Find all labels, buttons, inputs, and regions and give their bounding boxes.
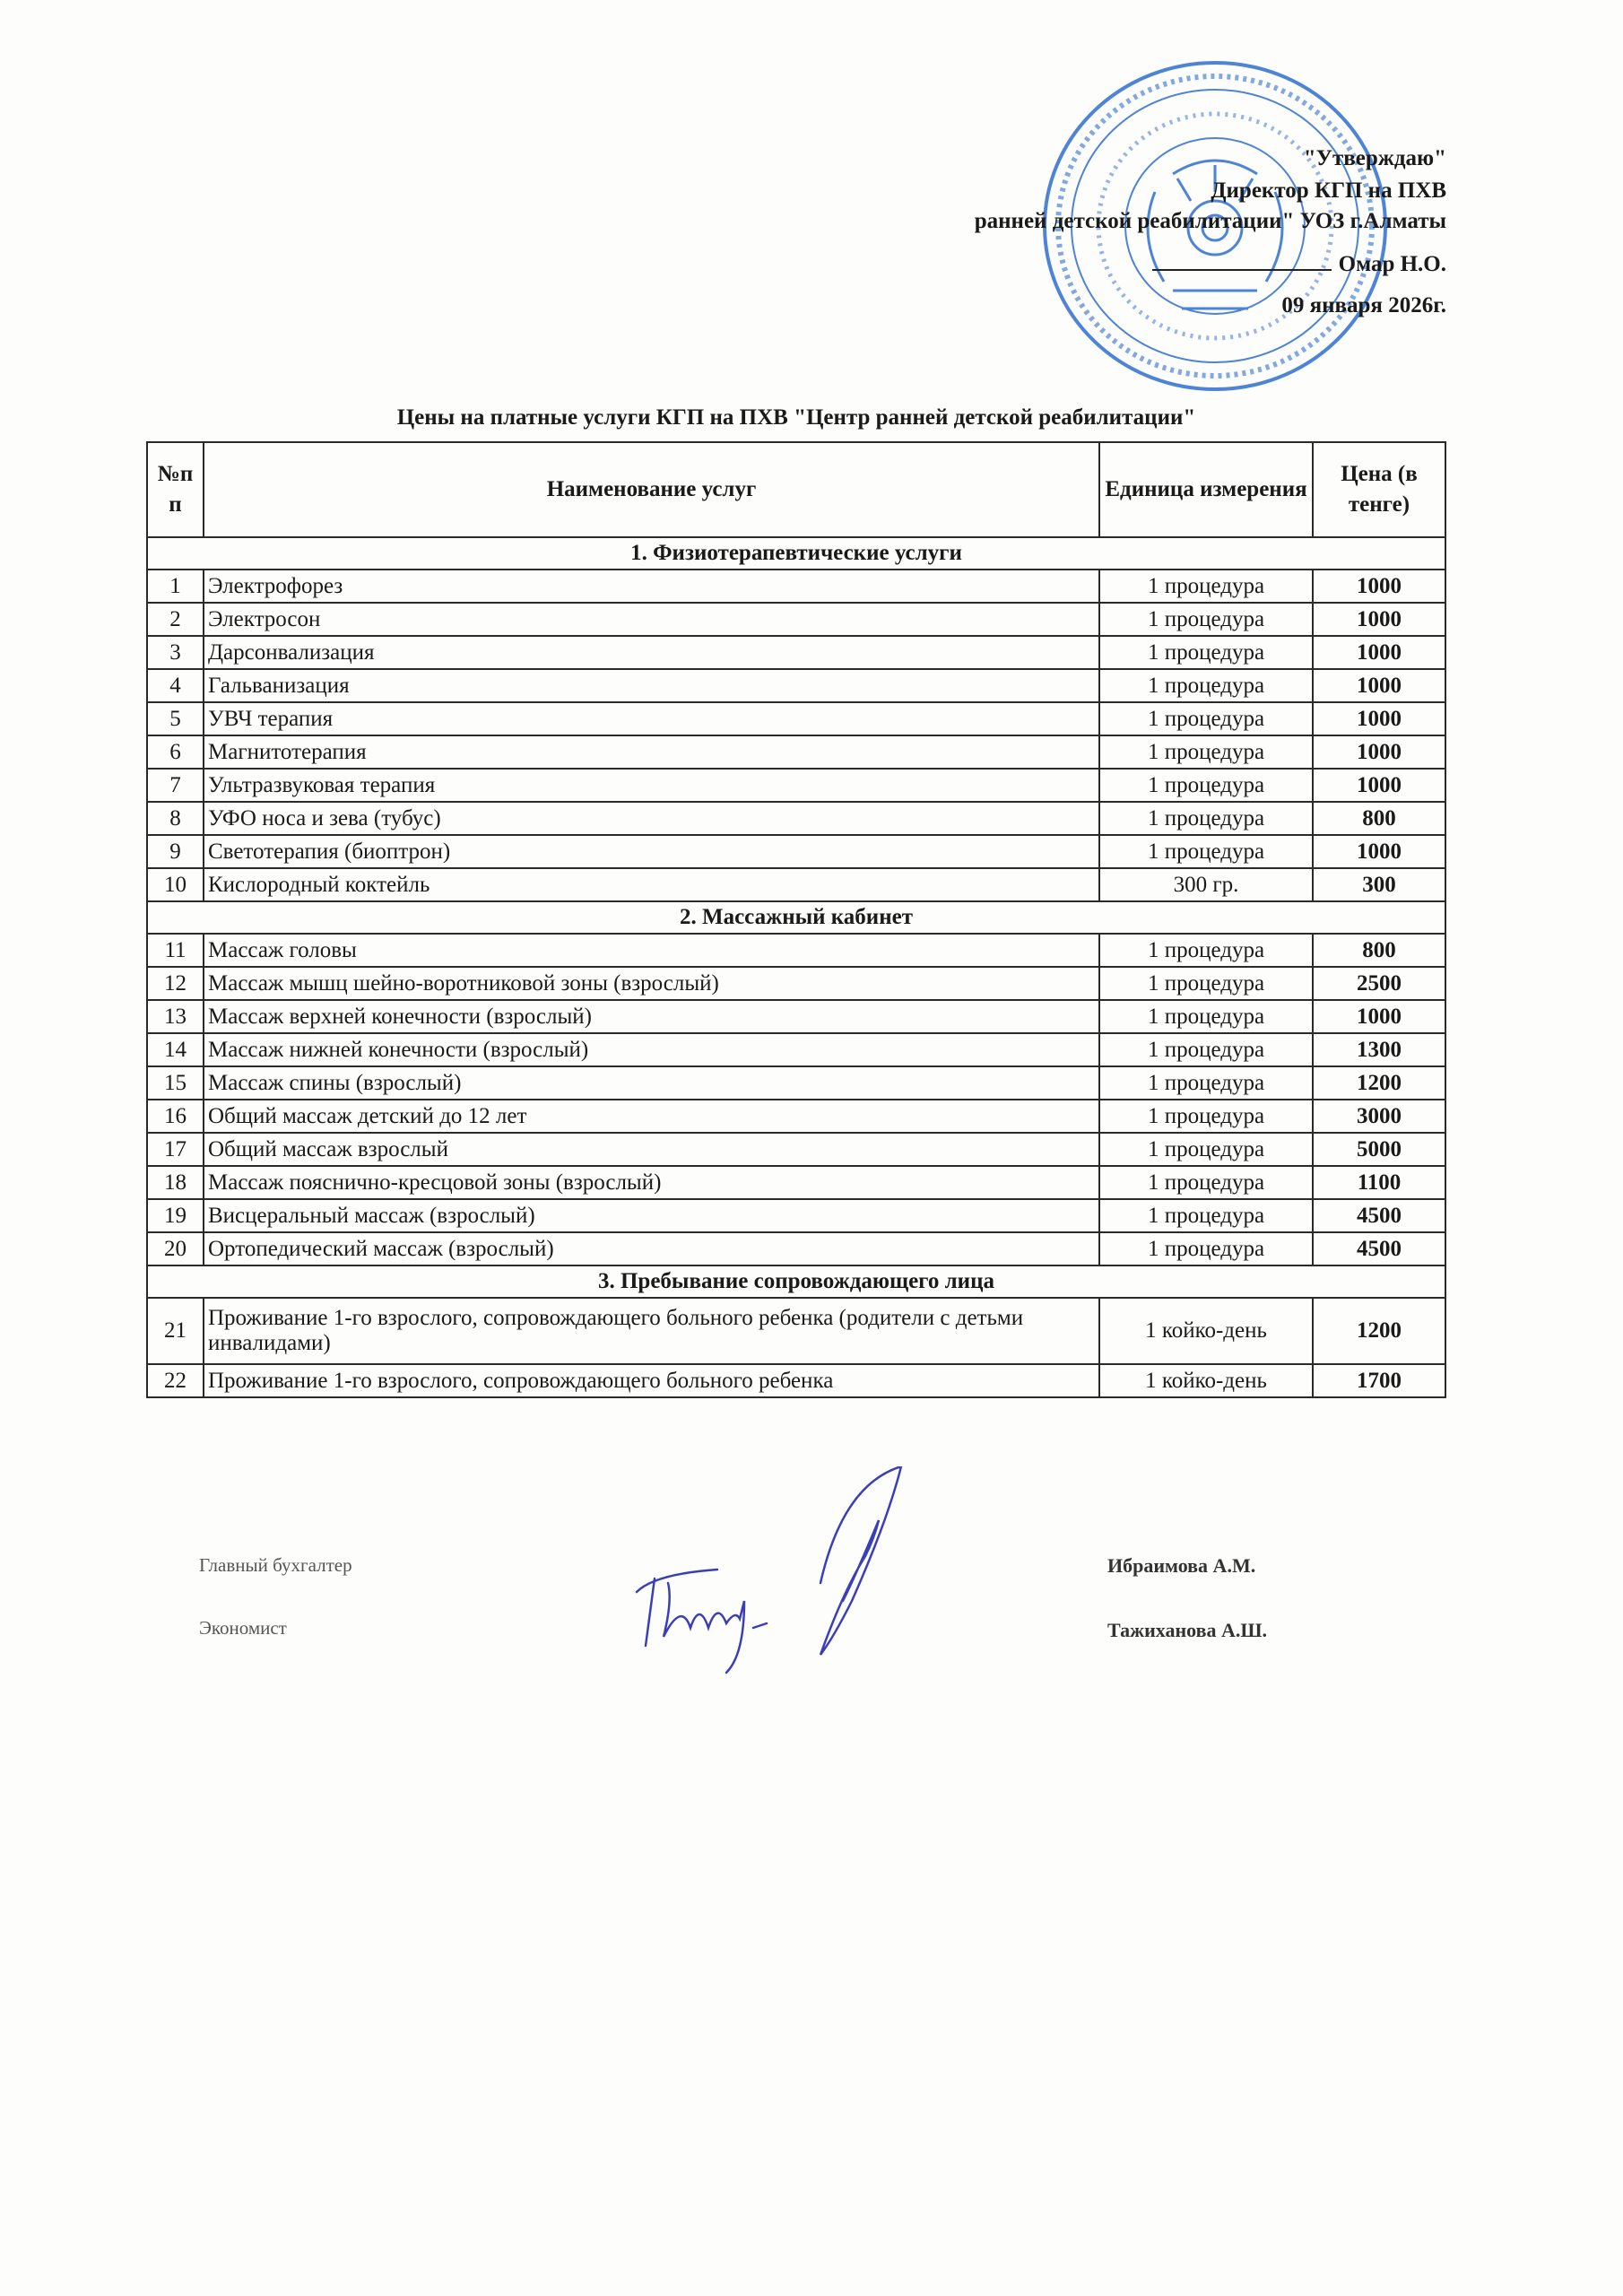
table-row — [147, 702, 1445, 735]
unit: 1 процедура — [1099, 769, 1313, 802]
table-row — [147, 802, 1445, 835]
chief-accountant-name: Ибраимова А.М. — [1107, 1554, 1256, 1577]
service-name: Массаж головы — [204, 934, 1099, 967]
row-number: 16 — [147, 1100, 204, 1133]
row-number: 17 — [147, 1133, 204, 1166]
approval-position: Директор КГП на ПХВ — [1211, 178, 1446, 203]
table-row — [147, 1133, 1445, 1166]
price: 1000 — [1313, 669, 1445, 702]
service-name: Массаж пояснично-кресцовой зоны (взрослый) — [204, 1166, 1099, 1199]
unit: 1 процедура — [1099, 1232, 1313, 1265]
table-row — [147, 1298, 1445, 1364]
unit: 1 процедура — [1099, 1000, 1313, 1033]
table-row — [147, 1232, 1445, 1265]
section-title: 2. Массажный кабинет — [147, 901, 1445, 934]
section-row — [147, 1265, 1445, 1298]
price: 2500 — [1313, 967, 1445, 1000]
table-row — [147, 570, 1445, 603]
header-num: №п п — [147, 442, 204, 537]
service-name: УВЧ терапия — [204, 702, 1099, 735]
unit: 1 процедура — [1099, 636, 1313, 669]
price: 1000 — [1313, 702, 1445, 735]
service-name: Электрофорез — [204, 570, 1099, 603]
price: 1000 — [1313, 769, 1445, 802]
price: 1000 — [1313, 636, 1445, 669]
unit: 300 гр. — [1099, 868, 1313, 901]
row-number: 4 — [147, 669, 204, 702]
approval-block — [975, 144, 1446, 321]
table-row — [147, 735, 1445, 769]
document-title: Цены на платные услуги КГП на ПХВ "Центр ранней детской реабилитации" — [396, 405, 1196, 430]
service-name: Проживание 1-го взрослого, сопровождающего больного ребенка — [204, 1364, 1099, 1397]
service-name: Электросон — [204, 603, 1099, 636]
row-number: 11 — [147, 934, 204, 967]
table-header-row — [147, 442, 1445, 537]
price-table — [146, 441, 1446, 1398]
row-number: 22 — [147, 1364, 204, 1397]
service-name: Ультразвуковая терапия — [204, 769, 1099, 802]
unit: 1 процедура — [1099, 603, 1313, 636]
row-number: 20 — [147, 1232, 204, 1265]
row-number: 19 — [147, 1199, 204, 1232]
row-number: 5 — [147, 702, 204, 735]
approval-date: 09 января 2026г. — [1281, 293, 1446, 317]
price: 1000 — [1313, 603, 1445, 636]
section-row — [147, 901, 1445, 934]
economist-name: Тажиханова А.Ш. — [1107, 1619, 1268, 1641]
unit: 1 процедура — [1099, 1199, 1313, 1232]
table-row — [147, 1199, 1445, 1232]
unit: 1 процедура — [1099, 1066, 1313, 1100]
service-name: Проживание 1-го взрослого, сопровождающего больного ребенка (родители с детьми инвалидами) — [204, 1298, 1099, 1364]
table-row — [147, 1100, 1445, 1133]
unit: 1 процедура — [1099, 967, 1313, 1000]
table-body — [147, 537, 1445, 1397]
unit: 1 процедура — [1099, 702, 1313, 735]
table-row — [147, 967, 1445, 1000]
unit: 1 процедура — [1099, 934, 1313, 967]
row-number: 7 — [147, 769, 204, 802]
table-row — [147, 1033, 1445, 1066]
section-title: 1. Физиотерапевтические услуги — [147, 537, 1445, 570]
service-name: Массаж нижней конечности (взрослый) — [204, 1033, 1099, 1066]
section-row — [147, 537, 1445, 570]
signature-line — [1152, 269, 1332, 271]
header-unit: Единица измерения — [1099, 442, 1313, 537]
unit: 1 процедура — [1099, 1166, 1313, 1199]
service-name: Массаж мышц шейно-воротниковой зоны (взрослый) — [204, 967, 1099, 1000]
unit: 1 койко-день — [1099, 1298, 1313, 1364]
price: 800 — [1313, 802, 1445, 835]
service-name: Висцеральный массаж (взрослый) — [204, 1199, 1099, 1232]
price: 1200 — [1313, 1298, 1445, 1364]
price: 1300 — [1313, 1033, 1445, 1066]
row-number: 14 — [147, 1033, 204, 1066]
table-row — [147, 934, 1445, 967]
price: 4500 — [1313, 1199, 1445, 1232]
price: 800 — [1313, 934, 1445, 967]
approval-heading: "Утверждаю" — [1303, 146, 1446, 170]
approval-signatory — [975, 249, 1446, 280]
row-number: 13 — [147, 1000, 204, 1033]
unit: 1 процедура — [1099, 570, 1313, 603]
row-number: 10 — [147, 868, 204, 901]
row-number: 3 — [147, 636, 204, 669]
table-row — [147, 603, 1445, 636]
table-row — [147, 868, 1445, 901]
table-row — [147, 636, 1445, 669]
unit: 1 процедура — [1099, 835, 1313, 868]
table-row — [147, 1364, 1445, 1397]
row-number: 8 — [147, 802, 204, 835]
row-number: 21 — [147, 1298, 204, 1364]
service-name: Гальванизация — [204, 669, 1099, 702]
header-price: Цена (в тенге) — [1313, 442, 1445, 537]
table-row — [147, 835, 1445, 868]
price: 300 — [1313, 868, 1445, 901]
table-row — [147, 1066, 1445, 1100]
unit: 1 койко-день — [1099, 1364, 1313, 1397]
section-title: 3. Пребывание сопровождающего лица — [147, 1265, 1445, 1298]
service-name: Ортопедический массаж (взрослый) — [204, 1232, 1099, 1265]
service-name: Общий массаж взрослый — [204, 1133, 1099, 1166]
row-number: 18 — [147, 1166, 204, 1199]
service-name: Кислородный коктейль — [204, 868, 1099, 901]
unit: 1 процедура — [1099, 1100, 1313, 1133]
price: 5000 — [1313, 1133, 1445, 1166]
service-name: Общий массаж детский до 12 лет — [204, 1100, 1099, 1133]
header-name: Наименование услуг — [204, 442, 1099, 537]
service-name: Магнитотерапия — [204, 735, 1099, 769]
price: 4500 — [1313, 1232, 1445, 1265]
unit: 1 процедура — [1099, 802, 1313, 835]
row-number: 1 — [147, 570, 204, 603]
service-name: Массаж верхней конечности (взрослый) — [204, 1000, 1099, 1033]
director-name: Омар Н.О. — [1338, 252, 1446, 276]
economist-label: Экономист — [199, 1617, 287, 1639]
table-row — [147, 669, 1445, 702]
table-row — [147, 1000, 1445, 1033]
table-row — [147, 769, 1445, 802]
price: 1000 — [1313, 570, 1445, 603]
unit: 1 процедура — [1099, 1033, 1313, 1066]
row-number: 12 — [147, 967, 204, 1000]
table-row — [147, 1166, 1445, 1199]
price: 1000 — [1313, 735, 1445, 769]
row-number: 2 — [147, 603, 204, 636]
price: 1700 — [1313, 1364, 1445, 1397]
price: 1100 — [1313, 1166, 1445, 1199]
service-name: УФО носа и зева (тубус) — [204, 802, 1099, 835]
approval-organization: ранней детской реабилитации" УОЗ г.Алматы — [974, 209, 1446, 233]
unit: 1 процедура — [1099, 669, 1313, 702]
service-name: Массаж спины (взрослый) — [204, 1066, 1099, 1100]
price: 1200 — [1313, 1066, 1445, 1100]
handwritten-signature — [619, 1466, 959, 1682]
unit: 1 процедура — [1099, 1133, 1313, 1166]
price: 1000 — [1313, 835, 1445, 868]
price: 3000 — [1313, 1100, 1445, 1133]
row-number: 9 — [147, 835, 204, 868]
service-name: Дарсонвализация — [204, 636, 1099, 669]
unit: 1 процедура — [1099, 735, 1313, 769]
row-number: 15 — [147, 1066, 204, 1100]
chief-accountant-label: Главный бухгалтер — [199, 1554, 352, 1576]
row-number: 6 — [147, 735, 204, 769]
service-name: Светотерапия (биоптрон) — [204, 835, 1099, 868]
price: 1000 — [1313, 1000, 1445, 1033]
